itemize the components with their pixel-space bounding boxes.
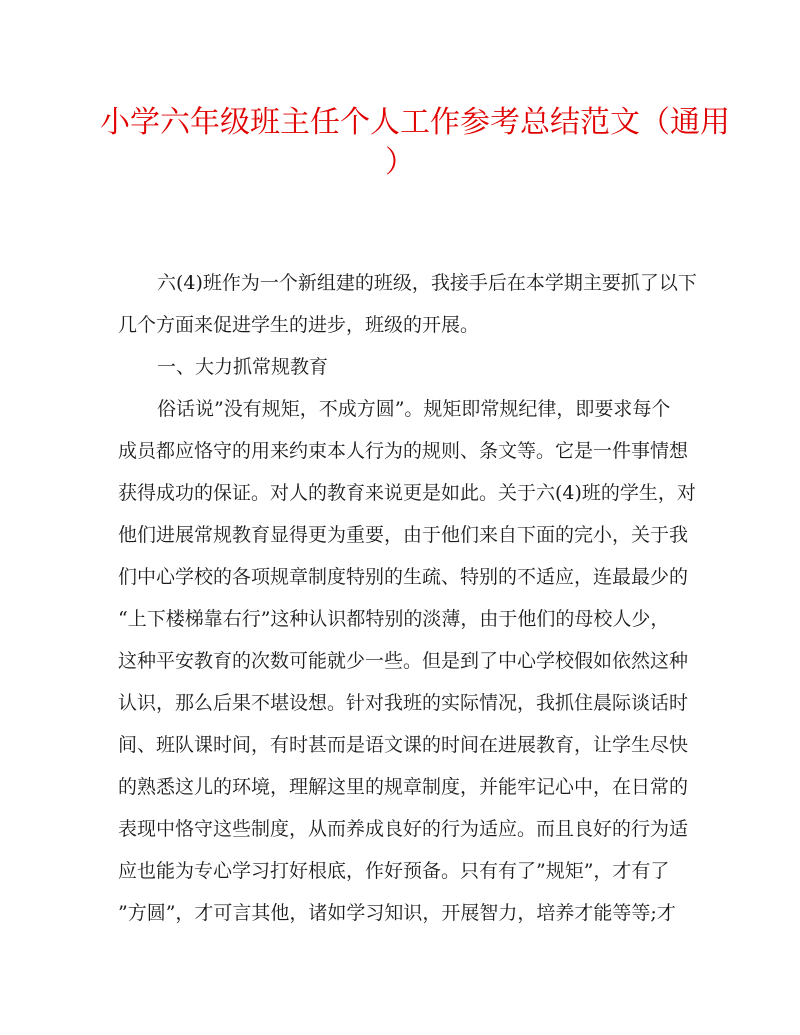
paragraph-line: 这种平安教育的次数可能就少一些。但是到了中心学校假如依然这种 [118, 650, 689, 672]
paragraph-line: 俗话说”没有规矩，不成方圆”。规矩即常规纪律，即要求每个 [157, 398, 671, 420]
paragraph-line: 表现中恪守这些制度，从而养成良好的行为适应。而且良好的行为适 [118, 818, 689, 840]
paragraph-line: 几个方面来促进学生的进步，班级的开展。 [118, 314, 480, 336]
paragraph-line: ”方圆”，才可言其他，诸如学习知识，开展智力，培养才能等等;才 [118, 902, 676, 924]
paragraph-line: 六(4)班作为一个新组建的班级，我接手后在本学期主要抓了以下 [157, 272, 697, 294]
paragraph-line: 他们进展常规教育显得更为重要，由于他们来自下面的完小，关于我 [118, 524, 689, 546]
paragraph-line: 们中心学校的各项规章制度特别的生疏、特别的不适应，连最最少的 [118, 566, 689, 588]
paragraph-line: 获得成功的保证。对人的教育来说更是如此。关于六(4)班的学生，对 [118, 482, 696, 504]
document-title-line-2: ） [385, 145, 415, 180]
paragraph-line: 成员都应恪守的用来约束本人行为的规则、条文等。它是一件事情想 [118, 440, 689, 462]
section-heading: 一、大力抓常规教育 [157, 356, 329, 378]
paragraph-line: 应也能为专心学习打好根底，作好预备。只有有了”规矩”，才有了 [118, 860, 670, 882]
paragraph-line: 间、班队课时间，有时甚而是语文课的时间在进展教育，让学生尽快 [118, 734, 689, 756]
paragraph-line: 的熟悉这儿的环境，理解这里的规章制度，并能牢记心中，在日常的 [118, 776, 689, 798]
document-title-line-1: 小学六年级班主任个人工作参考总结范文（通用 [100, 105, 730, 140]
paragraph-line: 认识，那么后果不堪设想。针对我班的实际情况，我抓住晨际谈话时 [118, 692, 689, 714]
paragraph-line: “上下楼梯靠右行”这种认识都特别的淡薄，由于他们的母校人少， [118, 608, 670, 630]
